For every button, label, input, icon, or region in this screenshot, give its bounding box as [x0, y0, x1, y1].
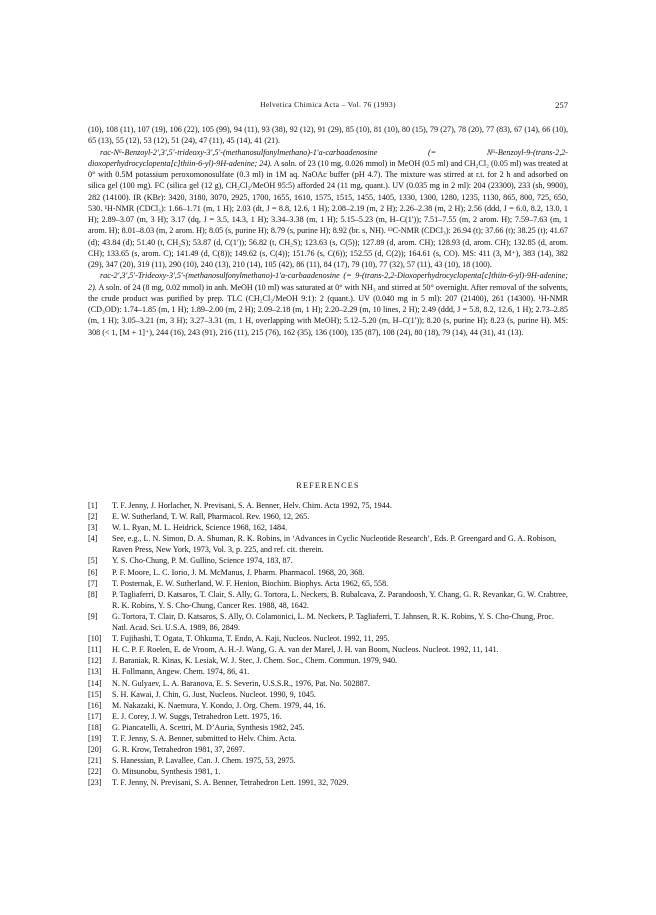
paragraph-compound-2 — [88, 270, 568, 338]
reference-text: See, e.g., L. N. Simon, D. A. Shuman, R. K. Robins, in ‘Advances in Cyclic Nucleotide Research’, Eds. P. Greengard and G. A. Robison, Raven Press, New York, 1973, Vol. 3, p. 225, and ref. cit. therein. — [112, 534, 557, 555]
reference-item — [88, 511, 568, 522]
reference-number: [21] — [88, 756, 102, 766]
reference-item — [88, 567, 568, 578]
reference-text: G. Tortora, T. Clair, D. Katsaros, S. Ally, O. Colamonici, L. M. Neckers, P. Tagliaferri, T. Jahnsen, R. K. Robins, Y. S. Cho-Chung, Proc. Natl. Acad. Sci. U.S.A. 1989, 86, 2849. — [112, 611, 555, 633]
reference-number: [3] — [88, 523, 98, 533]
reference-item — [88, 722, 568, 733]
reference-text: G. R. Krow, Tetrahedron 1981, 37, 2697. — [112, 745, 245, 755]
reference-number: [2] — [88, 512, 98, 522]
reference-item — [88, 633, 568, 644]
reference-number: [5] — [88, 556, 98, 566]
reference-number: [8] — [88, 589, 98, 599]
reference-text: H. Follmann, Angew. Chem. 1974, 86, 41. — [112, 667, 250, 677]
reference-item — [88, 522, 568, 533]
reference-number: [1] — [88, 501, 98, 510]
reference-number: [19] — [88, 733, 102, 743]
reference-item — [88, 744, 568, 755]
compound-2-procedure: A soln. of 24 (8 mg, 0.02 mmol) in anh. MeOH (10 ml) was saturated at 0° with NH₃ and stirred at 50° overnight. After removal of the solvents, the crude product was purified by prep. TLC (CH₂Cl₂/MeOH 9:1): 2 (quant.). UV (0.040 mg in 5 ml): 207 (21400), 261 (14300). ¹H-NMR (CD₃OD): 1.74–1.85 (m, 1 H); 1.89–2.00 (m, 2 H); 2.09–2.18 (m, 1 H); 2.20–2.29 (m, 10 lines, 2 H); 2.49 (ddd, J = 5.8, 8.2, 12.6, 1 H); 2.73–2.85 (m, 1 H); 3.05–3.21 (m, 3 H); 3.27–3.31 (m, 1 H, overlapping with MeOH); 5.12–5.20 (m, H–C(1′)); 8.20 (s, purine H); 8.23 (s, purine H). MS: 308 (< 1, [M + 1]⁺), 244 (16), 243 (91), 216 (11), 215 (76), 162 (35), 136 (100), 135 (87), 108 (24), 80 (18), 79 (14), 44 (31), 41 (13). — [88, 282, 568, 337]
reference-item — [88, 678, 568, 689]
reference-item — [88, 766, 568, 777]
reference-text: T. Fujihashi, T. Ogata, T. Ohkuma, T. Endo, A. Kaji, Nucleos. Nucleot. 1992, 11, 295. — [112, 634, 390, 644]
reference-text: T. Posternak, E. W. Sutherland, W. F. Henion, Biochim. Biophys. Acta 1962, 65, 558. — [112, 578, 389, 588]
reference-text: W. L. Ryan, M. L. Heidrick, Science 1968, 162, 1484. — [112, 523, 288, 533]
journal-title: Helvetica Chimica Acta – Vol. 76 (1993) — [260, 100, 396, 109]
reference-text: T. F. Jenny, S. A. Benner, submitted to Helv. Chim. Acta. — [112, 733, 297, 743]
reference-text: O. Mitsunobu, Synthesis 1981, 1. — [112, 767, 221, 777]
reference-text: J. Baraniak, R. Kinas, K. Lesiak, W. J. Stec, J. Chem. Soc., Chem. Commun. 1979, 940. — [112, 656, 398, 666]
reference-number: [12] — [88, 656, 102, 666]
compound-24-title: rac-N⁶-Benzoyl-2′,3′,5′-trideoxy-3′,5′-(methanosulfonylmethano)-1′a-carbaadenosine (= N⁶-Benzoyl-9-(trans-2,2-dioxoperhydrocyclopenta[c]thiin-6-yl)-9H-adenine; 24). — [88, 147, 568, 168]
reference-number: [6] — [88, 567, 98, 577]
reference-number: [15] — [88, 689, 102, 699]
reference-item — [88, 589, 568, 611]
reference-item — [88, 666, 568, 677]
reference-text: S. H. Kawai, J. Chin, G. Just, Nucleos. Nucleot. 1990, 9, 1045. — [112, 689, 316, 699]
reference-number: [4] — [88, 534, 98, 544]
reference-item — [88, 711, 568, 722]
reference-item — [88, 755, 568, 766]
reference-number: [23] — [88, 778, 102, 788]
reference-text: G. Piancatelli, A. Scettri, M. D’Auria, Synthesis 1982, 245. — [112, 722, 305, 732]
reference-number: [22] — [88, 767, 102, 777]
reference-item — [88, 555, 568, 566]
reference-item — [88, 500, 568, 511]
reference-item — [88, 533, 568, 555]
reference-item — [88, 777, 568, 788]
reference-number: [17] — [88, 711, 102, 721]
reference-item — [88, 700, 568, 711]
references-list — [88, 500, 568, 788]
reference-text: T. F. Jenny, N. Previsani, S. A. Benner, Tetrahedron Lett. 1991, 32, 7029. — [112, 778, 349, 788]
page-number: 257 — [555, 100, 568, 110]
reference-number: [9] — [88, 611, 98, 621]
compound-2-title: rac-2′,3′,5′-Trideoxy-3′,5′-(methanosulfonylmethano)-1′a-carbaadenosine (= 9-(trans-2,2-Dioxoperhydrocyclopenta[c]thiin-6-yl)-9H-adenine; 2). — [88, 271, 568, 292]
reference-item — [88, 578, 568, 589]
reference-text: Y. S. Cho-Chung, P. M. Gullino, Science 1974, 183, 87. — [112, 556, 293, 566]
reference-text: H. C. P. F. Roelen, E. de Vroom, A. H.-J. Wang, G. A. van der Marel, J. H. van Boom, Nucleos. Nucleot. 1992, 11, 141. — [112, 645, 499, 655]
reference-item — [88, 655, 568, 666]
experimental-text — [88, 124, 568, 338]
reference-item — [88, 611, 568, 633]
reference-text: S. Hanessian, P. Lavallee, Can. J. Chem. 1975, 53, 2975. — [112, 756, 296, 766]
reference-text: E. J. Corey, J. W. Suggs, Tetrahedron Lett. 1975, 16. — [112, 711, 282, 721]
reference-number: [13] — [88, 667, 102, 677]
reference-item — [88, 689, 568, 700]
reference-number: [7] — [88, 578, 98, 588]
reference-text: N. N. Gulyaev, L. A. Baranova, E. S. Severin, U.S.S.R., 1976, Pat. No. 502887. — [112, 678, 370, 688]
reference-number: [20] — [88, 745, 102, 755]
reference-number: [14] — [88, 678, 102, 688]
reference-number: [10] — [88, 634, 102, 644]
reference-text: P. F. Moore, L. C. Iorio, J. M. McManus, J. Pharm. Pharmacol. 1968, 20, 368. — [112, 567, 365, 577]
reference-number: [16] — [88, 700, 102, 710]
reference-text: E. W. Sutherland, T. W. Rall, Pharmacol. Rev. 1960, 12, 265. — [112, 512, 310, 522]
reference-text: M. Nakazaki, K. Naemura, Y. Kondo, J. Org. Chem. 1979, 44, 16. — [112, 700, 326, 710]
reference-number: [18] — [88, 722, 102, 732]
reference-text: T. F. Jenny, J. Horlacher, N. Previsani, S. A. Benner, Helv. Chim. Acta 1992, 75, 1944. — [112, 501, 392, 510]
running-header — [88, 100, 568, 114]
reference-item — [88, 644, 568, 655]
paragraph-compound-24 — [88, 147, 568, 271]
references-heading: REFERENCES — [296, 481, 360, 490]
reference-text: P. Tagliaferri, D. Katsaros, T. Clair, S. Ally, G. Tortora, L. Neckers, B. Rubalcava, Z. Parandoosh, Y. Chang, G. R. Revankar, G. W. Crabtree, R. K. Robins, Y. S. Cho-Chung, Cancer Res. 1988, 48, 1642. — [112, 589, 568, 610]
reference-item — [88, 733, 568, 744]
reference-number: [11] — [88, 645, 102, 655]
compound-24-procedure: A soln. of 23 (10 mg, 0.026 mmol) in MeOH (0.5 ml) and CH₂Cl₂ (0.05 ml) was treated at 0° with 0.5M potassium peroxomonosulfate (0.3 ml) in 1M aq. NaOAc buffer (pH 4.7). The mixture was stirred at r.t. for 2 h and adsorbed on silica gel (100 mg). FC (silica gel (12 g), CH₂Cl₂/MeOH 95:5) afforded 24 (11 mg, quant.). UV (0.035 mg in 2 ml): 204 (23300), 233 (sh, 9900), 282 (14100). IR (KBr): 3420, 3180, 3070, 2925, 1700, 1655, 1610, 1575, 1515, 1455, 1405, 1330, 1300, 1280, 1235, 1130, 865, 800, 725, 650, 530. ¹H-NMR (CDCl₃): 1.66–1.71 (m, 1 H); 2.03 (dt, J = 8.8, 12.6, 1 H); 2.08–2.19 (m, 2 H); 2.26–2.38 (m, 2 H); 2.56 (ddd, J = 6.0, 8.2, 13.0, 1 H); 2.89–3.07 (m, 3 H); 3.17 (dq, J = 3.5, 14.3, 1 H); 3.34–3.38 (m, 1 H); 5.15–5.23 (m, H–C(1′)); 7.51–7.55 (m, 2 arom. H); 7.59–7.63 (m, 1 arom. H); 8.01–8.03 (m, 2 arom. H); 8.05 (s, purine H); 8.79 (s, purine H); 8.92 (br. s, NH). ¹³C-NMR (CDCl₃): 26.94 (t); 37.66 (t); 38.25 (t); 41.67 (d); 43.84 (d); 51.40 (t, CH₂S); 53.87 (d, C(1′)); 56.82 (t, CH₂S); 123.63 (s, C(5)); 127.89 (d, arom. CH); 128.93 (d, arom. CH); 132.85 (d, arom. CH); 133.65 (s, arom. C); 141.49 (d, C(8)); 149.62 (s, C(4)); 151.76 (s, C(6)); 152.55 (d, C(2)); 164.61 (s, CO). MS: 411 (3, M⁺), 383 (14), 382 (29), 347 (20), 319 (11), 290 (10), 240 (13), 210 (14), 105 (42), 86 (11), 84 (17), 79 (10), 77 (32), 57 (11), 43 (10), 18 (100). — [88, 158, 568, 269]
paragraph-ms-continuation: (10), 108 (11), 107 (19), 106 (22), 105 (99), 94 (11), 93 (38), 92 (12), 91 (29), 85 (10), 81 (10), 80 (15), 79 (27), 78 (20), 77 (83), 67 (14), 66 (10), 65 (13), 55 (12), 53 (12), 51 (24), 47 (11), 45 (14), 41 (21). — [88, 125, 568, 146]
